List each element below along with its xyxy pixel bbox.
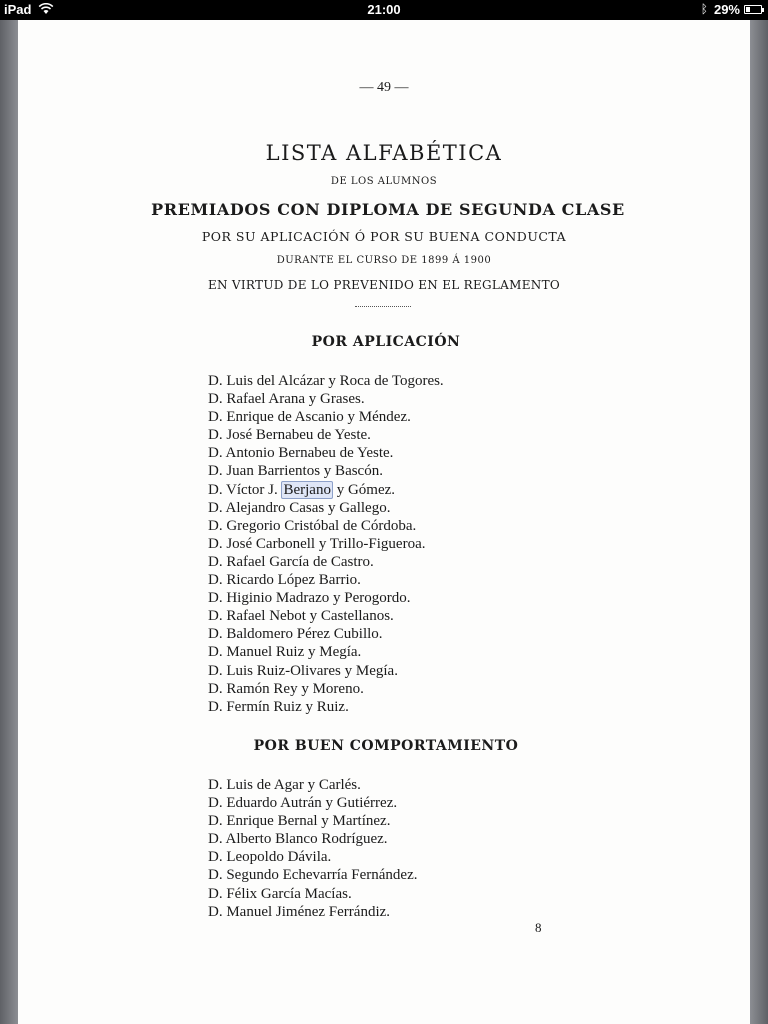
list-item: D. Alberto Blanco Rodríguez. bbox=[208, 831, 388, 848]
list-item: D. Félix García Macías. bbox=[208, 885, 352, 902]
signature-mark: 8 bbox=[535, 920, 542, 935]
selected-text[interactable]: Berjano bbox=[283, 481, 331, 498]
list-item: D. Fermín Ruiz y Ruiz. bbox=[208, 698, 349, 715]
battery-icon bbox=[744, 5, 762, 14]
bluetooth-icon: ᛒ bbox=[700, 2, 708, 16]
page-title: LISTA ALFABÉTICA bbox=[265, 141, 503, 165]
status-bar bbox=[0, 0, 768, 20]
heading-line-2: POR SU APLICACIÓN Ó POR SU BUENA CONDUCTA bbox=[201, 229, 567, 244]
device-name: iPad bbox=[4, 2, 32, 17]
list-item: D. Manuel Jiménez Ferrándiz. bbox=[208, 903, 391, 920]
name-list-aplicacion bbox=[208, 372, 444, 716]
list-item: D. Enrique Bernal y Martínez. bbox=[208, 813, 391, 830]
main-heading: PREMIADOS CON DIPLOMA DE SEGUNDA CLASE bbox=[151, 200, 625, 219]
list-item: D. Rafael Nebot y Castellanos. bbox=[208, 608, 394, 625]
battery-percentage: 29% bbox=[713, 2, 740, 17]
list-item: D. Ramón Rey y Moreno. bbox=[208, 680, 364, 697]
list-item: D. Ricardo López Barrio. bbox=[208, 572, 361, 589]
heading-line-3: DURANTE EL CURSO DE 1899 Á 1900 bbox=[276, 255, 492, 266]
clock: 21:00 bbox=[367, 2, 401, 17]
list-item: D. Rafael García de Castro. bbox=[208, 553, 374, 570]
list-item: D. Rafael Arana y Grases. bbox=[208, 391, 365, 408]
list-item: D. Eduardo Autrán y Gutiérrez. bbox=[208, 795, 398, 812]
document-page[interactable] bbox=[18, 20, 750, 1024]
reader-right-margin bbox=[750, 20, 768, 1024]
list-item: D. Baldomero Pérez Cubillo. bbox=[208, 626, 383, 643]
list-item: D. Luis de Agar y Carlés. bbox=[208, 777, 361, 793]
list-item: D. Antonio Bernabeu de Yeste. bbox=[208, 445, 394, 462]
list-item: D. Higinio Madrazo y Perogordo. bbox=[208, 590, 411, 607]
list-item: D. José Bernabeu de Yeste. bbox=[208, 427, 371, 444]
section-heading-aplicacion: POR APLICACIÓN bbox=[311, 334, 461, 350]
list-item: D. Gregorio Cristóbal de Córdoba. bbox=[208, 517, 417, 534]
subtitle: DE LOS ALUMNOS bbox=[330, 176, 438, 187]
heading-line-4: EN VIRTUD DE LO PREVENIDO EN EL REGLAMENTO bbox=[207, 278, 561, 292]
reader-left-margin bbox=[0, 20, 18, 1024]
section-heading-comportamiento: POR BUEN COMPORTAMIENTO bbox=[253, 738, 519, 754]
divider bbox=[355, 306, 411, 307]
list-item bbox=[208, 481, 444, 499]
name-list-comportamiento bbox=[208, 776, 418, 921]
list-item: D. Segundo Echevarría Fernández. bbox=[208, 867, 418, 884]
list-item-text-before: D. Víctor J. bbox=[208, 481, 282, 498]
page-number: — 49 — bbox=[359, 80, 409, 95]
list-item: D. Luis del Alcázar y Roca de Togores. bbox=[208, 373, 444, 389]
list-item: D. Manuel Ruiz y Megía. bbox=[208, 644, 362, 661]
list-item-text-after: y Gómez. bbox=[332, 481, 396, 498]
list-item: D. Luis Ruiz-Olivares y Megía. bbox=[208, 662, 398, 679]
list-item: D. Leopoldo Dávila. bbox=[208, 849, 332, 866]
list-item: D. Juan Barrientos y Bascón. bbox=[208, 463, 383, 480]
list-item: D. Alejandro Casas y Gallego. bbox=[208, 499, 391, 516]
list-item: D. Enrique de Ascanio y Méndez. bbox=[208, 409, 411, 426]
list-item: D. José Carbonell y Trillo-Figueroa. bbox=[208, 535, 426, 552]
